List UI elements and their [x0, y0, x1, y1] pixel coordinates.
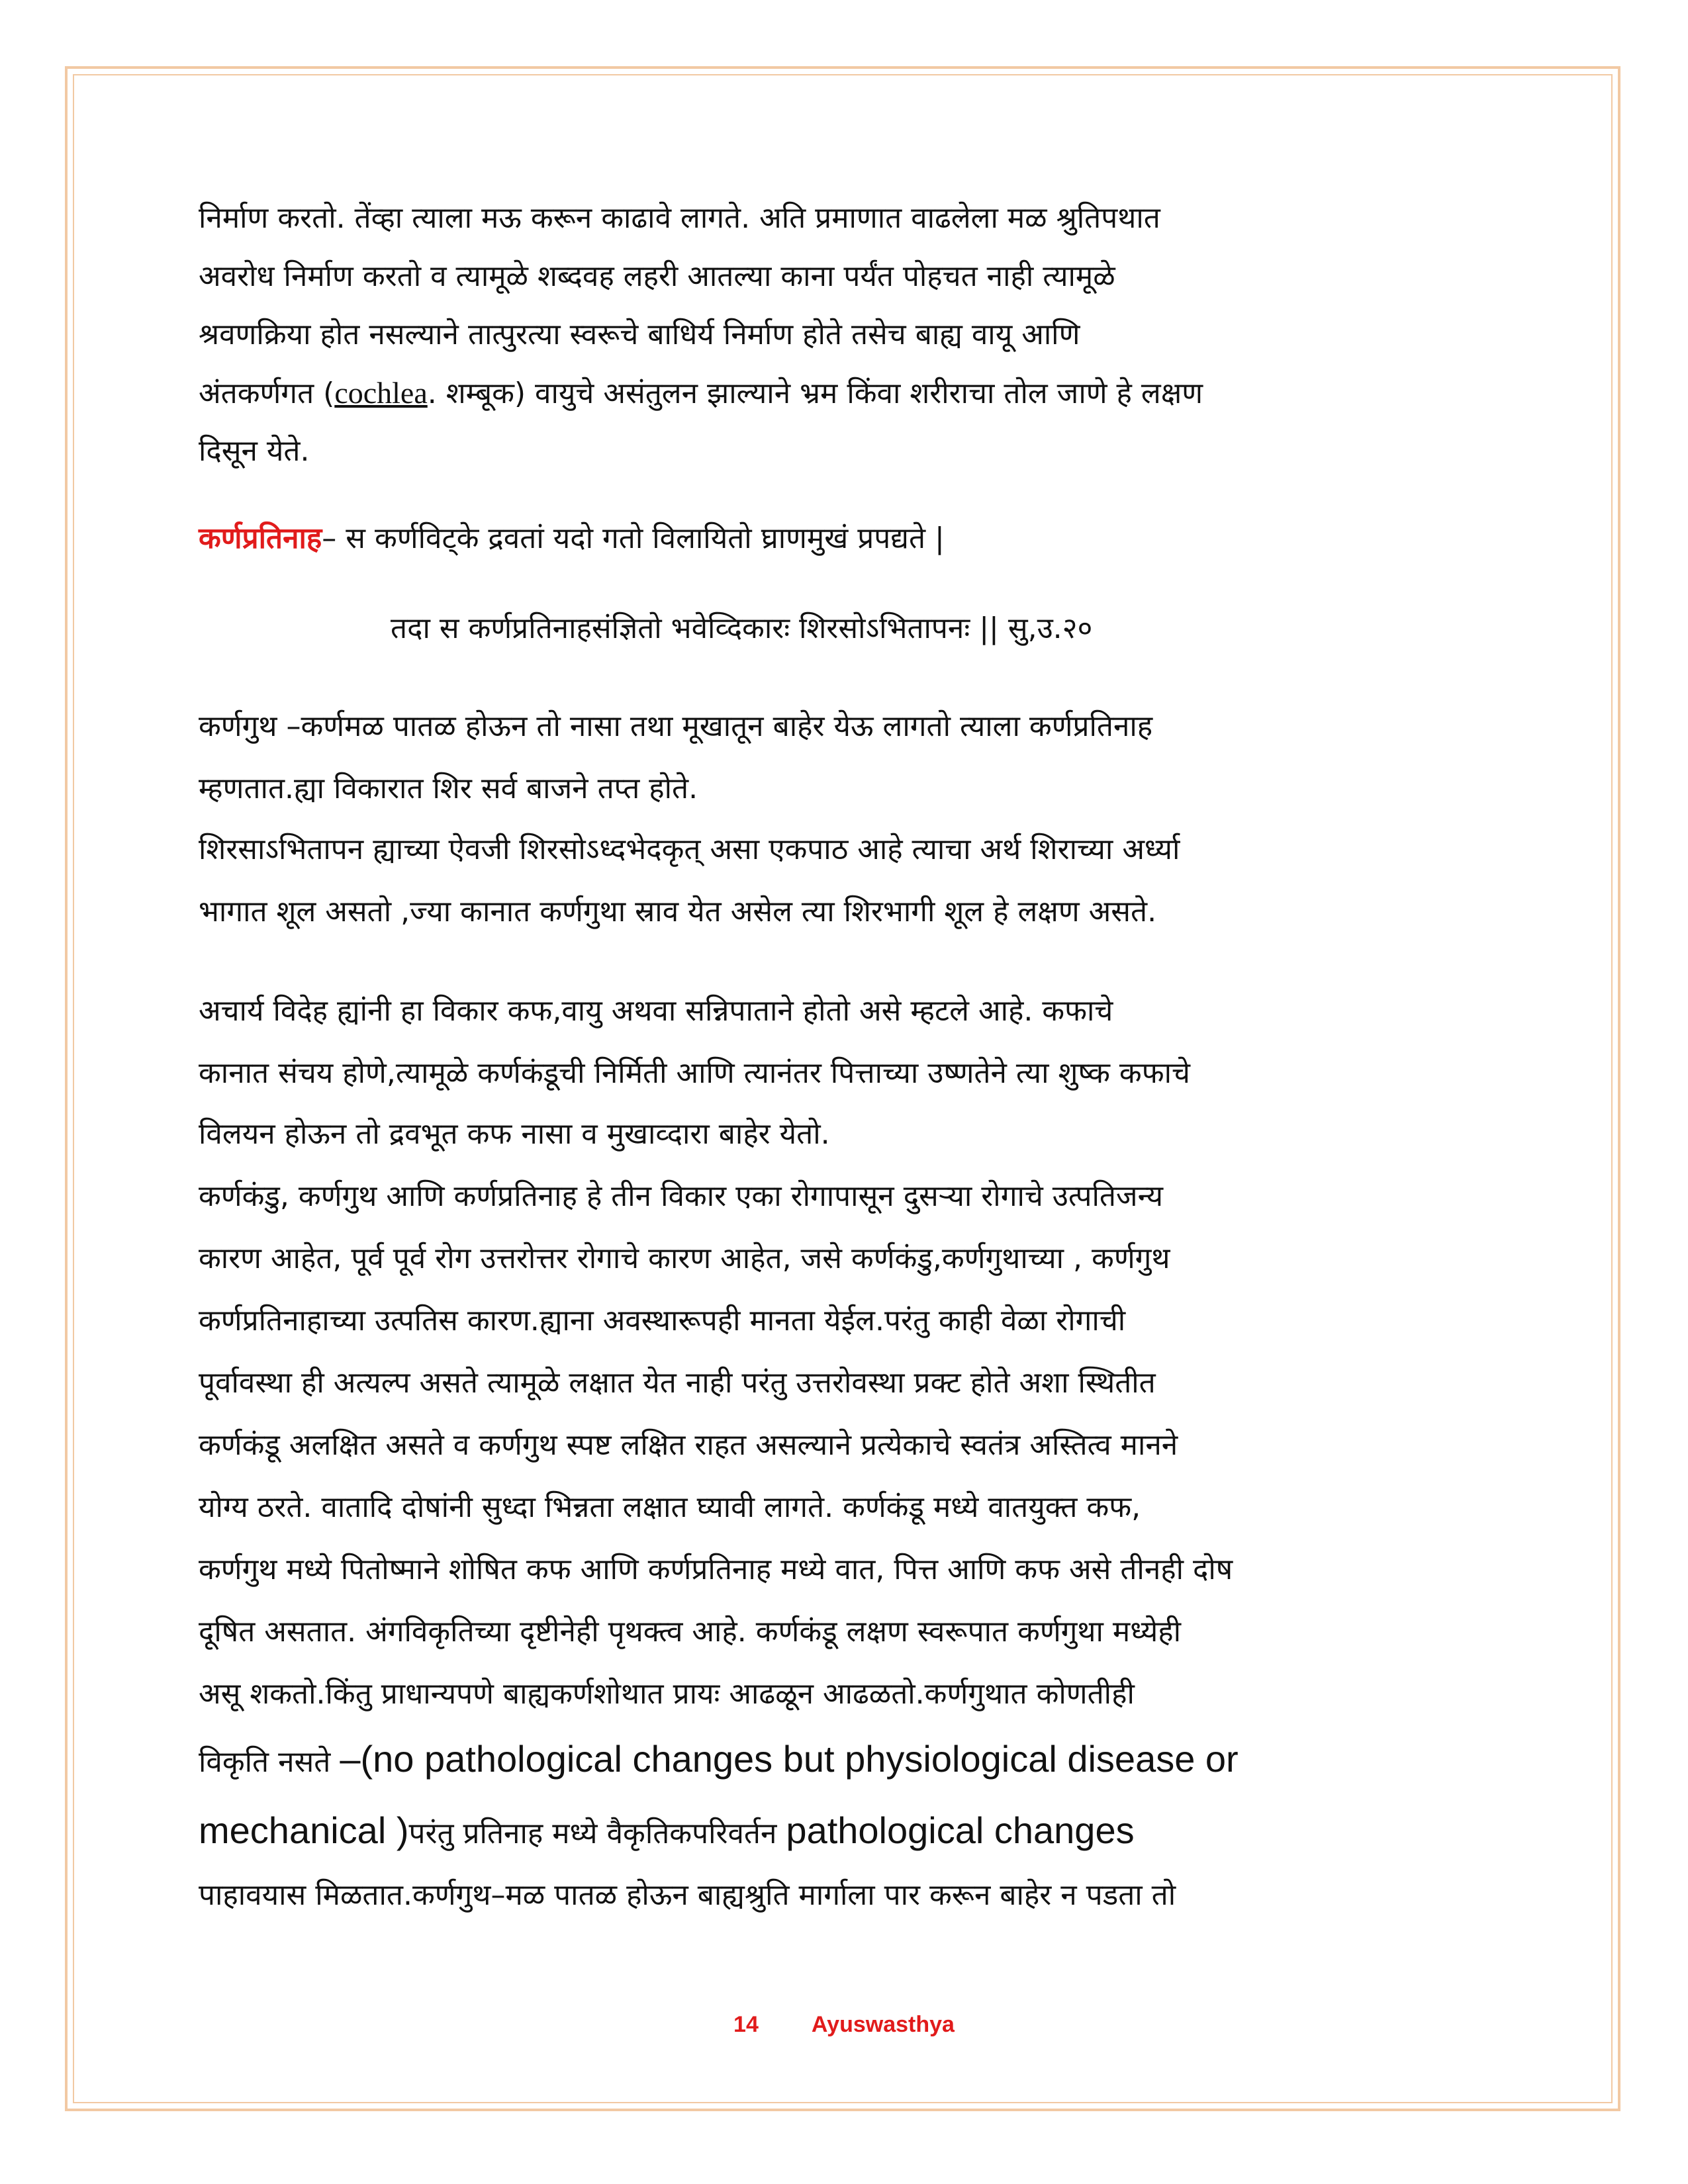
verse-line: तदा स कर्णप्रतिनाहसंज्ञितो भवेव्दिकारः शिरसोऽभितापनः || सु,उ.२०	[391, 612, 1093, 645]
journal-name: Ayuswasthya	[811, 2012, 955, 2037]
latin-term: cochlea	[334, 376, 428, 410]
text-segment: . शम्बूक) वायुचे असंतुलन झाल्याने भ्रम किंवा शरीराचा तोल जाणे हे लक्षण	[427, 377, 1203, 410]
text-line: कर्णकंडू अलक्षित असते व कर्णगुथ स्पष्ट लक्षित राहत असल्याने प्रत्येकाचे स्वतंत्र अस्तित्व मानने	[199, 1428, 1178, 1462]
page-footer	[0, 2012, 1688, 2038]
verse-text: – स कर्णविट्के द्रवतां यदो गतो विलायितो घ्राणमुखं प्रपद्यते |	[322, 522, 945, 555]
text-line: पाहावयास मिळतात.कर्णगुथ–मळ पातळ होऊन बाह्यश्रुति मार्गाला पार करून बाहेर न पडता तो	[199, 1878, 1176, 1912]
text-line: असू शकतो.किंतु प्राधान्यपणे बाह्यकर्णशोथात प्रायः आढळून आढळतो.कर्णगुथात कोणतीही	[199, 1677, 1135, 1711]
text-line: योग्य ठरते. वातादि दोषांनी सुध्दा भिन्नता लक्षात घ्यावी लागते. कर्णकंडू मध्ये वातयुक्त कफ,	[199, 1490, 1141, 1524]
text-line: विलयन होऊन तो द्रवभूत कफ नासा व मुखाव्दारा बाहेर येतो.	[199, 1117, 830, 1151]
text-line: अवरोध निर्माण करतो व त्यामूळे शब्दवह लहरी आतल्या काना पर्यंत पोहचत नाही त्यामूळे	[199, 259, 1115, 293]
text-line: कर्णगुथ मध्ये पितोष्माने शोषित कफ आणि कर्णप्रतिनाह मध्ये वात, पित्त आणि कफ असे तीनही दोष	[199, 1553, 1233, 1586]
section-heading: कर्णप्रतिनाह	[199, 522, 322, 555]
verse-line	[199, 510, 1496, 568]
text-line: कानात संचय होणे,त्यामूळे कर्णकंडूची निर्मिती आणि त्यानंतर पित्ताच्या उष्णतेने त्या शुष्क कफाचे	[199, 1056, 1190, 1090]
text-line: कर्णकंडु, कर्णगुथ आणि कर्णप्रतिनाह हे तीन विकार एका रोगापासून दुसऱ्या रोगाचे उत्पतिजन्य	[199, 1179, 1164, 1213]
page-number: 14	[733, 2012, 759, 2037]
english-segment: –(no pathological changes but physiological disease or	[340, 1738, 1239, 1780]
text-segment: विकृति नसते	[199, 1745, 340, 1779]
text-line: श्रवणक्रिया होत नसल्याने तात्पुरत्या स्वरूचे बाधिर्य निर्माण होते तसेच बाह्य वायू आणि	[199, 318, 1080, 351]
text-line: दूषित असतात. अंगविकृतिच्या दृष्टीनेही पृथक्त्व आहे. कर्णकंडू लक्षण स्वरूपात कर्णगुथा मध्येही	[199, 1615, 1182, 1649]
text-line: भागात शूल असतो ,ज्या कानात कर्णगुथा स्राव येत असेल त्या शिरभागी शूल हे लक्षण असते.	[199, 895, 1157, 929]
text-line: पूर्वावस्था ही अत्यल्प असते त्यामूळे लक्षात येत नाही परंतु उत्तरोवस्था प्रक्ट होते अशा स्थितीत	[199, 1366, 1156, 1400]
text-line: अचार्य विदेह ह्यांनी हा विकार कफ,वायु अथवा सन्निपाताने होतो असे म्हटले आहे. कफाचे	[199, 994, 1113, 1028]
english-segment: pathological changes	[786, 1809, 1135, 1851]
text-line: दिसून येते.	[199, 434, 310, 468]
text-line	[199, 1730, 1496, 1792]
text-line	[199, 364, 1496, 423]
text-line: निर्माण करतो. तेंव्हा त्याला मऊ करून काढावे लागते. अति प्रमाणात वाढलेला मळ श्रुतिपथात	[199, 201, 1160, 235]
text-line: म्हणतात.ह्या विकारात शिर सर्व बाजने तप्त होते.	[199, 772, 698, 805]
text-line: शिरसाऽभितापन ह्याच्या ऐवजी शिरसोऽध्दभेदकृत् असा एकपाठ आहे त्याचा अर्थ शिराच्या अर्ध्या	[199, 833, 1180, 866]
text-line: कर्णगुथ –कर्णमळ पातळ होऊन तो नासा तथा मूखातून बाहेर येऊ लागतो त्याला कर्णप्रतिनाह	[199, 709, 1153, 743]
text-segment: परंतु प्रतिनाह मध्ये वैकृतिकपरिवर्तन	[408, 1817, 786, 1850]
text-line	[199, 1801, 1496, 1863]
text-line: कर्णप्रतिनाहाच्या उत्पतिस कारण.ह्याना अवस्थारूपही मानता येईल.परंतु काही वेळा रोगाची	[199, 1304, 1126, 1338]
text-segment: अंतकर्णगत (	[199, 377, 335, 410]
english-segment: mechanical )	[199, 1809, 409, 1851]
text-line: कारण आहेत, पूर्व पूर्व रोग उत्तरोत्तर रोगाचे कारण आहेत, जसे कर्णकंडु,कर्णगुथाच्या , कर्णगुथ	[199, 1242, 1170, 1275]
